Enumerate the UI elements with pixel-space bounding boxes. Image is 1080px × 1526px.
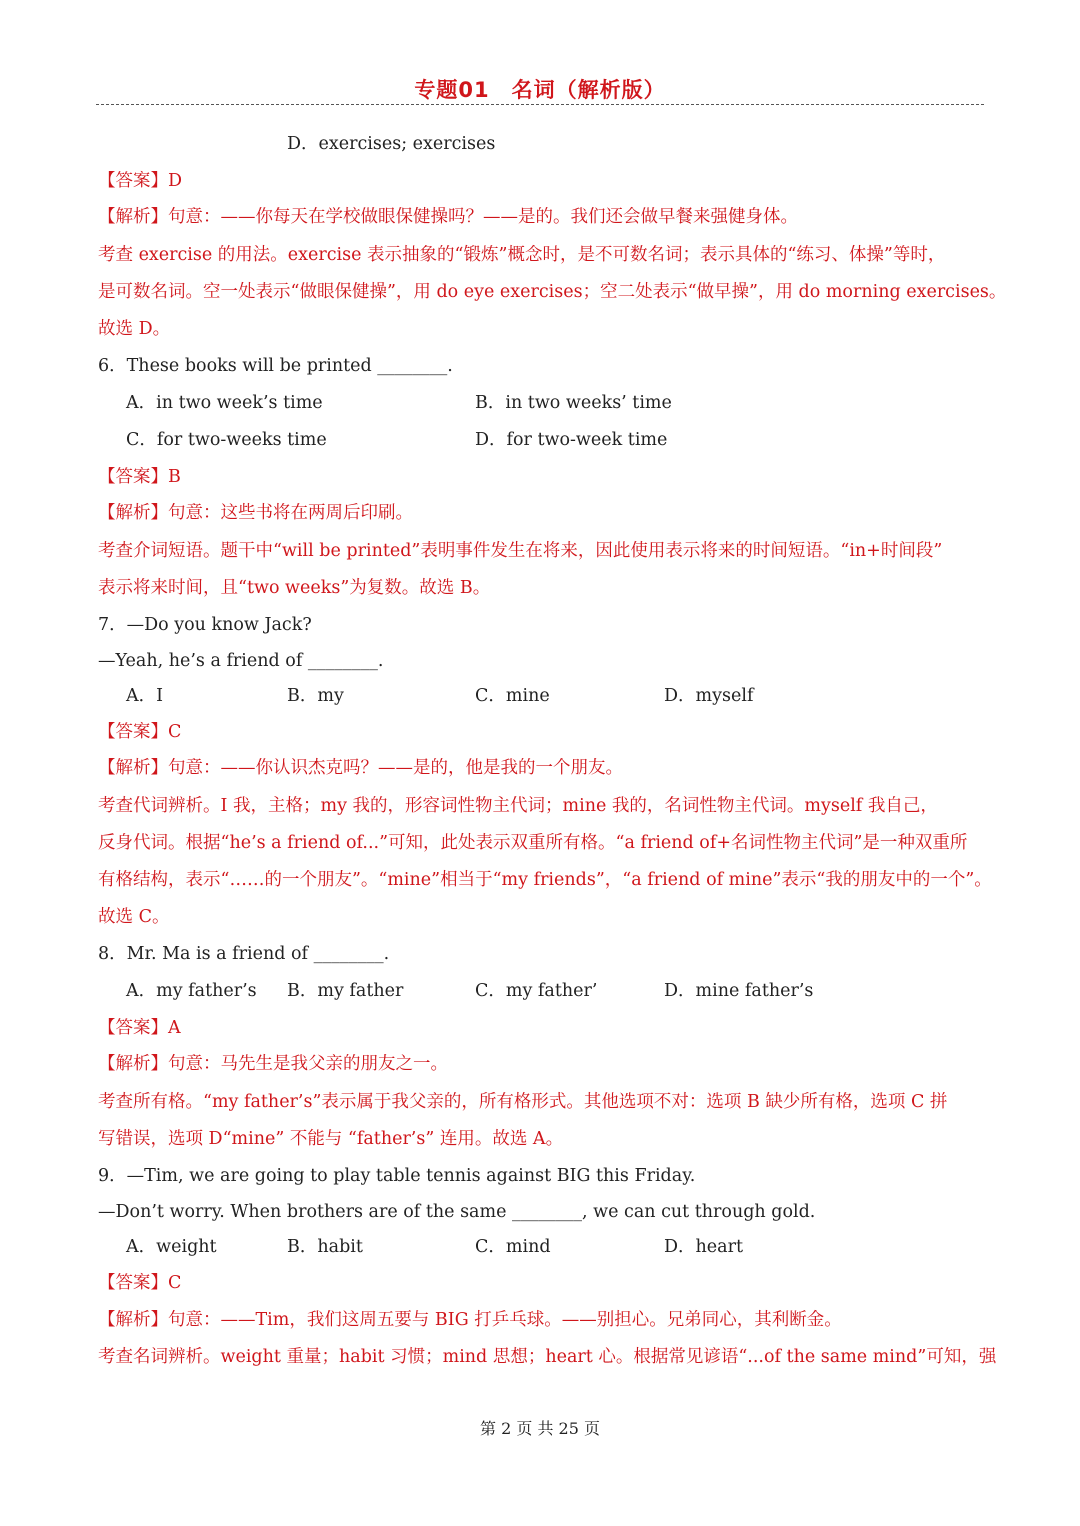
q7-explain-line: 有格结构，表示“……的一个朋友”。“mine”相当于“my friends”，“a friend of mine”表示“我的朋友中的一个”。 (98, 870, 992, 890)
q9-option-d: D．heart (664, 1237, 743, 1257)
q9-option-a: A．weight (126, 1237, 217, 1257)
q9-stem-reply: —Don’t worry. When brothers are of the same ________, we can cut through gold. (98, 1202, 816, 1222)
q5-answer: 【答案】D (98, 171, 183, 191)
q8-stem: 8．Mr. Ma is a friend of ________. (98, 944, 390, 964)
q9-analysis: 【解析】句意：——Tim，我们这周五要与 BIG 打乒乓球。——别担心。兄弟同心，其利断金。 (98, 1310, 842, 1330)
q8-option-a: A．my father’s (126, 981, 257, 1001)
q8-analysis: 【解析】句意：马先生是我父亲的朋友之一。 (98, 1054, 448, 1074)
q9-stem: 9．—Tim, we are going to play table tennis against BIG this Friday. (98, 1166, 696, 1186)
q6-explain-line: 考查介词短语。题干中“will be printed”表明事件发生在将来，因此使用表示将来的时间短语。“in+时间段” (98, 541, 943, 561)
q6-option-c: C．for two-weeks time (126, 430, 327, 450)
q9-answer: 【答案】C (98, 1273, 182, 1293)
header-divider (96, 104, 984, 105)
q8-answer: 【答案】A (98, 1018, 181, 1038)
q6-option-d: D．for two-week time (475, 430, 668, 450)
q6-stem: 6．These books will be printed ________. (98, 356, 453, 376)
q7-analysis: 【解析】句意：——你认识杰克吗？——是的，他是我的一个朋友。 (98, 758, 623, 778)
q7-option-c: C．mine (475, 686, 550, 706)
q7-option-a: A．I (126, 686, 164, 706)
q6-explain-line: 表示将来时间，且“two weeks”为复数。故选 B。 (98, 578, 491, 598)
q7-explain-line: 反身代词。根据“he’s a friend of...”可知，此处表示双重所有格。“a friend of+名词性物主代词”是一种双重所 (98, 833, 968, 853)
q7-explain-line: 考查代词辨析。I 我，主格；my 我的，形容词性物主代词；mine 我的，名词性物主代词。myself 我自己， (98, 796, 938, 816)
q5-explain-line: 考查 exercise 的用法。exercise 表示抽象的“锻炼”概念时，是不可数名词；表示具体的“练习、体操”等时， (98, 245, 946, 265)
q9-explain-line: 考查名词辨析。weight 重量；habit 习惯；mind 思想；heart 心。根据常见谚语“...of the same mind”可知，强 (98, 1347, 997, 1367)
q9-option-c: C．mind (475, 1237, 551, 1257)
page-title: 专题01 名词（解析版） (414, 78, 666, 102)
q7-stem-reply: —Yeah, he’s a friend of ________. (98, 651, 384, 671)
q7-answer: 【答案】C (98, 722, 182, 742)
q6-option-b: B．in two weeks’ time (475, 393, 672, 413)
page-footer: 第 2 页 共 25 页 (480, 1419, 600, 1438)
q5-explain-line: 故选 D。 (98, 319, 171, 339)
q7-option-d: D．myself (664, 686, 754, 706)
q5-analysis: 【解析】句意：——你每天在学校做眼保健操吗？——是的。我们还会做早餐来强健身体。 (98, 207, 798, 227)
q7-option-b: B．my (287, 686, 344, 706)
q6-option-a: A．in two week’s time (126, 393, 323, 413)
q8-option-b: B．my father (287, 981, 404, 1001)
q8-explain-line: 考查所有格。“my father’s”表示属于我父亲的，所有格形式。其他选项不对：选项 B 缺少所有格，选项 C 拼 (98, 1092, 948, 1112)
q8-explain-line: 写错误，选项 D“mine” 不能与 “father’s” 连用。故选 A。 (98, 1129, 564, 1149)
q6-analysis: 【解析】句意：这些书将在两周后印刷。 (98, 503, 413, 523)
q9-option-b: B．habit (287, 1237, 363, 1257)
q8-option-c: C．my father’ (475, 981, 598, 1001)
q7-stem: 7．—Do you know Jack? (98, 615, 312, 635)
q5-option-d: D．exercises; exercises (287, 134, 496, 154)
q5-explain-line: 是可数名词。空一处表示“做眼保健操”，用 do eye exercises；空二处表示“做早操”，用 do morning exercises。 (98, 282, 1007, 302)
q6-answer: 【答案】B (98, 467, 181, 487)
q7-explain-line: 故选 C。 (98, 907, 170, 927)
q8-option-d: D．mine father’s (664, 981, 814, 1001)
